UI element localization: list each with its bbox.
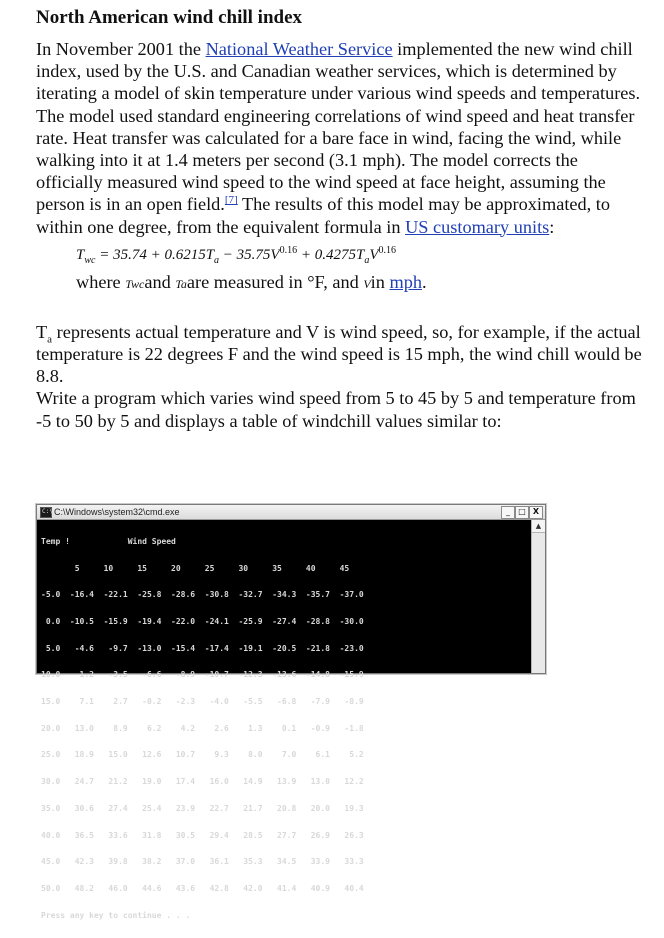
task-paragraph-1 <box>36 321 644 388</box>
table-row: 15.0 7.1 2.7 -0.2 -2.3 -4.0 -5.5 -6.8 -7.9 -8.9 <box>41 697 364 707</box>
formula-legend <box>76 271 644 295</box>
cmd-icon-label: C:\ <box>42 508 53 515</box>
national-weather-service-link[interactable]: National Weather Service <box>205 39 393 59</box>
formula-part-3: + 0.4275T <box>297 246 365 263</box>
wind-chill-formula <box>76 241 644 271</box>
where-text-1: where <box>76 271 126 292</box>
cmd-window[interactable] <box>36 504 546 920</box>
intro-text-1: In November 2001 the <box>36 39 206 59</box>
formula-lhs-sub: wc <box>84 254 96 266</box>
spacer <box>36 295 644 321</box>
where-v: V <box>363 276 371 291</box>
us-customary-units-link[interactable]: US customary units <box>405 216 550 237</box>
press-any-key-prompt: Press any key to continue . . . <box>41 910 191 920</box>
cmd-scrollbar[interactable] <box>531 520 545 673</box>
mph-link[interactable]: mph <box>389 271 422 292</box>
task-ta-sub: a <box>47 333 53 346</box>
table-row: 0.0 -10.5 -15.9 -19.4 -22.0 -24.1 -25.9 -27.4 -28.8 -30.0 <box>41 616 364 626</box>
table-row: 35.0 30.6 27.4 25.4 23.9 22.7 21.7 20.8 20.0 19.3 <box>41 803 364 813</box>
document <box>36 6 644 432</box>
where-text-3: are measured in °F, and <box>186 271 364 292</box>
table-row: 20.0 13.0 8.9 6.2 4.2 2.6 1.3 0.1 -0.9 -1.8 <box>41 723 364 733</box>
formula-sub-a-2: a <box>364 254 370 266</box>
where-text-4: in <box>370 271 390 292</box>
table-row: 25.0 18.9 15.0 12.6 10.7 9.3 8.0 7.0 6.1 5.2 <box>41 750 364 760</box>
table-row: -5.0 -16.4 -22.1 -25.8 -28.6 -30.8 -32.7 -34.3 -35.7 -37.0 <box>41 590 364 600</box>
page-title: North American wind chill index <box>36 7 303 28</box>
cmd-window-title: C:\Windows\system32\cmd.exe <box>54 507 180 517</box>
table-header-line-1: Temp ! Wind Speed <box>41 536 176 546</box>
formula-sub-a-1: a <box>214 254 220 266</box>
reference-7-link[interactable]: [7] <box>224 194 238 207</box>
scroll-up-arrow-icon[interactable]: ▲ <box>532 520 545 533</box>
formula-lhs: T <box>76 246 85 263</box>
task-paragraph-2: Write a program which varies wind speed from 5 to 45 by 5 and temperature from -5 to 50 by 5 and displays a table of windchill values similar to: <box>36 388 636 431</box>
formula-part-1: = 35.74 + 0.6215T <box>95 246 215 263</box>
where-twc: Twc <box>125 276 145 291</box>
table-row: 30.0 24.7 21.2 19.0 17.4 16.0 14.9 13.9 13.0 12.2 <box>41 777 364 787</box>
close-button[interactable]: X <box>529 506 543 519</box>
table-row: 40.0 36.5 33.6 31.8 30.5 29.4 28.5 27.7 26.9 26.3 <box>41 830 364 840</box>
cmd-icon <box>40 507 52 518</box>
where-text-2: and <box>144 271 176 292</box>
table-row: 10.0 1.2 -3.5 -6.6 -8.9 -10.7 -12.3 -13.6 -14.8 -15.9 <box>41 670 364 680</box>
intro-text-4: : <box>549 216 555 237</box>
table-row: 5.0 -4.6 -9.7 -13.0 -15.4 -17.4 -19.1 -20.5 -21.8 -23.0 <box>41 643 364 653</box>
minimize-button[interactable]: _ <box>501 506 515 519</box>
formula-exponent-2: 0.16 <box>378 244 396 256</box>
where-ta: Ta <box>175 276 187 291</box>
intro-text-2: implemented the new wind chill index, used by the U.S. and Canadian weather services, which is determined by iterating a model of skin temperature under various wind speeds and temperatures. The model used standard engineering correlations of wind speed and heat transfer rate. Heat transfer was calculated for a bare face in wind, facing the wind, while walking into it at 1.4 meters per second (3.1 mph). The model corrects the officially measured wind speed to the wind speed at face height, assuming the person is in an open field. <box>36 39 641 215</box>
reference-7[interactable] <box>225 194 238 206</box>
formula-part-2: − 35.75V <box>219 246 280 263</box>
task-ta: T <box>36 321 48 342</box>
formula-exponent-1: 0.16 <box>279 244 298 256</box>
table-row: 45.0 42.3 39.8 38.2 37.0 36.1 35.3 34.5 33.9 33.3 <box>41 857 364 867</box>
table-header-line-2: 5 10 15 20 25 30 35 40 45 <box>41 563 350 573</box>
where-text-5: . <box>421 271 427 292</box>
table-row: 50.0 48.2 46.0 44.6 43.6 42.8 42.0 41.4 40.9 40.4 <box>41 883 364 893</box>
cmd-title-bar[interactable] <box>37 505 545 520</box>
cmd-output <box>37 520 535 920</box>
task-text-1: represents actual temperature and V is wind speed, so, for example, if the actual temperature is 22 degrees F and the wind speed is 15 mph, the wind chill would be 8.8. <box>36 321 642 387</box>
intro-paragraph <box>36 38 644 238</box>
intro-text-3: The results of this model may be approximated, to within one degree, from the equivalent formula in <box>36 194 611 237</box>
formula-part-4: V <box>369 246 379 263</box>
maximize-button[interactable]: □ <box>515 506 529 519</box>
